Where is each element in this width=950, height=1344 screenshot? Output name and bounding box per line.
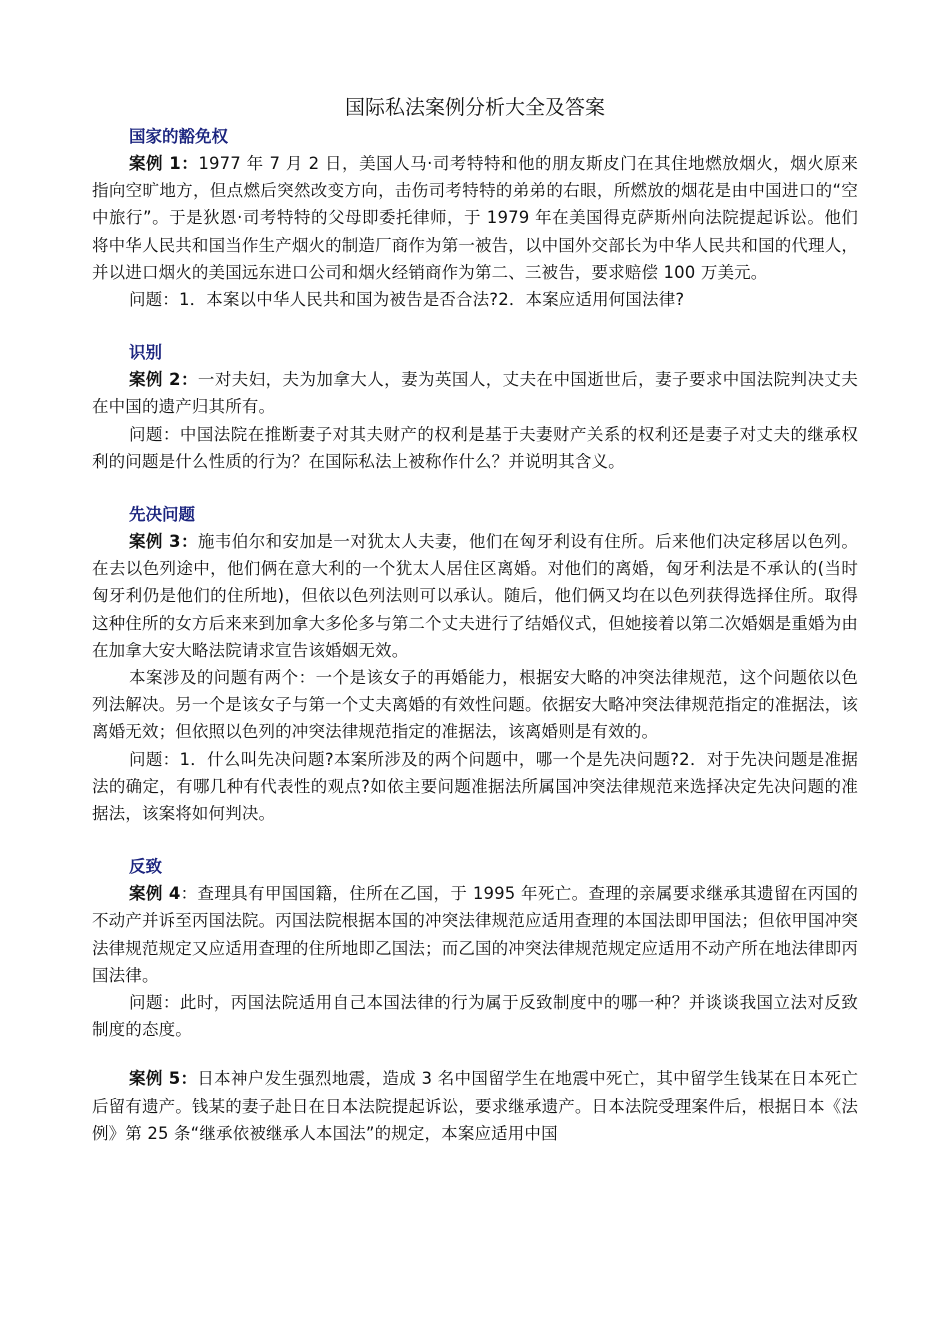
analysis-paragraph: 本案涉及的问题有两个：一个是该女子的再婚能力，根据安大略的冲突法律规范，这个问题依以色列法解决。另一个是该女子与第一个丈夫离婚的有效性问题。依据安大略冲突法律规范指定的准据法，该离婚无效；但依照以色列的冲突法律规范指定的准据法，该离婚则是有效的。 xyxy=(92,668,858,742)
case-paragraph xyxy=(92,528,858,664)
section-heading: 国家的豁免权 xyxy=(129,127,228,146)
case-label: 案例 4 xyxy=(129,884,181,904)
question-paragraph: 问题：中国法院在推断妻子对其夫财产的权利是基于夫妻财产关系的权利还是妻子对丈夫的继承权利的问题是什么性质的行为？在国际私法上被称作什么？并说明其含义。 xyxy=(92,424,858,471)
case-text: 施韦伯尔和安加是一对犹太人夫妻，他们在匈牙利设有住所。后来他们决定移居以色列。在去以色列途中，他们俩在意大利的一个犹太人居住区离婚。对他们的离婚，匈牙利法是不承认的(当时匈牙利仍是他们的住所地)，但依以色列法则可以承认。随后，他们俩又均在以色列获得选择住所。取得这种住所的女方后来来到加拿大多伦多与第二个丈夫进行了结婚仪式，但她接着以第二次婚姻是重婚为由在加拿大安大略法院请求宣告该婚姻无效。 xyxy=(92,532,858,660)
case-text: 一对夫妇，夫为加拿大人，妻为英国人，丈夫在中国逝世后，妻子要求中国法院判决丈夫在中国的遗产归其所有。 xyxy=(92,370,858,417)
question-paragraph: 问题：1．什么叫先决问题?本案所涉及的两个问题中，哪一个是先决问题?2．对于先决问题是准据法的确定，有哪几种有代表性的观点?如依主要问题准据法所属国冲突法律规范来选择决定先决问题的准据法，该案将如何判决。 xyxy=(92,749,858,824)
spacer xyxy=(92,827,858,854)
document-title: 国际私法案例分析大全及答案 xyxy=(345,95,605,119)
spacer xyxy=(92,313,858,340)
case-label: 案例 5： xyxy=(129,1069,198,1089)
spacer xyxy=(92,1043,858,1065)
case-label: 案例 1： xyxy=(129,154,199,173)
section-sovereign-immunity xyxy=(92,124,858,313)
section-renvoi xyxy=(92,854,858,1043)
case-text: 1977 年 7 月 2 日，美国人马·司考特特和他的朋友斯皮门在其住地燃放烟火，烟火原来指向空旷地方，但点燃后突然改变方向，击伤司考特特的弟弟的右眼，所燃放的烟花是由中国进口的“空中旅行”。于是狄恩·司考特特的父母即委托律师，于 1979 年在美国得克萨斯州向法院提起诉讼。他们将中华人民共和国当作生产烟火的制造厂商作为第一被告，以中国外交部长为中华人民共和国的代理人，并以进口烟火的美国远东进口公司和烟火经销商作为第二、三被告，要求赔偿 100 万美元。 xyxy=(92,154,858,282)
question-paragraph: 问题：此时，丙国法院适用自己本国法律的行为属于反致制度中的哪一种？并谈谈我国立法对反致制度的态度。 xyxy=(92,993,858,1040)
section-preliminary-question xyxy=(92,502,858,827)
case-text: 日本神户发生强烈地震，造成 3 名中国留学生在地震中死亡，其中留学生钱某在日本死亡后留有遗产。钱某的妻子赴日在日本法院提起诉讼，要求继承遗产。日本法院受理案件后，根据日本《法例》第 25 条“继承依被继承人本国法”的规定，本案应适用中国 xyxy=(92,1069,859,1143)
case-paragraph xyxy=(92,880,858,989)
question-paragraph: 问题：1．本案以中华人民共和国为被告是否合法?2．本案应适用何国法律? xyxy=(129,290,685,310)
case-paragraph xyxy=(92,150,858,286)
section-heading: 先决问题 xyxy=(129,505,195,525)
section-characterization xyxy=(92,340,858,475)
section-heading: 反致 xyxy=(129,857,162,877)
case-paragraph xyxy=(92,366,858,420)
case-text: ：查理具有甲国国籍，住所在乙国，于 1995 年死亡。查理的亲属要求继承其遗留在丙国的不动产并诉至丙国法院。丙国法院根据本国的冲突法律规范应适用查理的本国法即甲国法；但依甲国冲突法律规范规定又应适用查理的住所地即乙国法；而乙国的冲突法律规范规定应适用不动产所在地法律即丙国法律。 xyxy=(92,884,858,985)
spacer xyxy=(92,475,858,502)
case-label: 案例 3： xyxy=(129,532,198,552)
section-case-5 xyxy=(92,1065,858,1147)
section-heading: 识别 xyxy=(129,343,162,363)
case-paragraph xyxy=(92,1065,858,1147)
case-label: 案例 2： xyxy=(129,370,198,390)
